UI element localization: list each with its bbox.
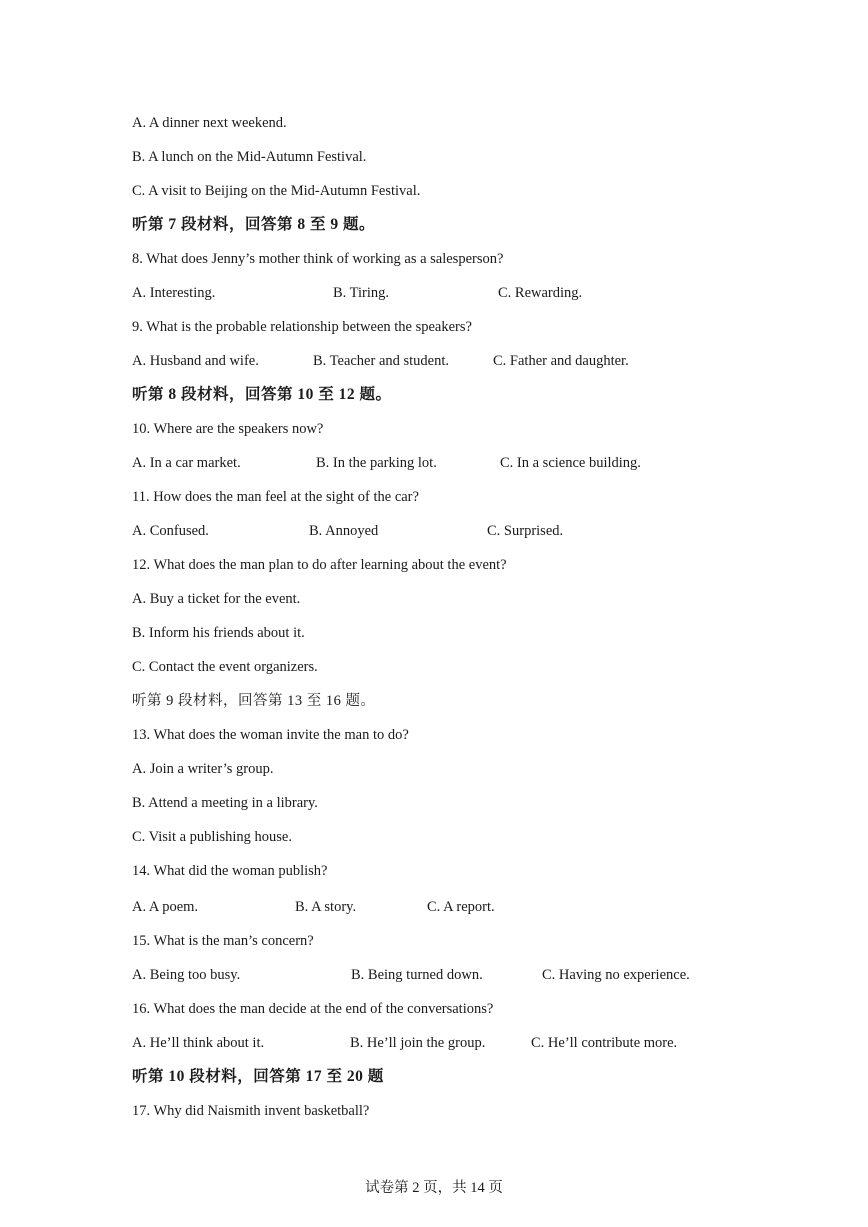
question-text: 10. Where are the speakers now?	[132, 421, 324, 437]
question-text: 16. What does the man decide at the end of the conversations?	[132, 1001, 494, 1017]
option-c: C. In a science building.	[500, 455, 641, 471]
option-c: C. He’ll contribute more.	[531, 1035, 678, 1051]
option-b: B. Tiring.	[333, 285, 390, 301]
question-text: 11. How does the man feel at the sight of the car?	[132, 489, 419, 505]
option-c: C. Surprised.	[487, 523, 564, 539]
option-c: C. Father and daughter.	[493, 353, 629, 369]
option-a: A. He’ll think about it.	[132, 1035, 265, 1051]
question-text: 12. What does the man plan to do after learning about the event?	[132, 557, 507, 573]
option-b: B. A story.	[295, 899, 357, 915]
question-text: 13. What does the woman invite the man to do?	[132, 727, 409, 743]
option-b: B. In the parking lot.	[316, 455, 437, 471]
option-c: C. A report.	[427, 899, 495, 915]
option-a: A. Confused.	[132, 523, 209, 539]
option-c: C. Rewarding.	[498, 285, 583, 301]
option-b: B. Teacher and student.	[313, 353, 450, 369]
option-c: C. Having no experience.	[542, 967, 690, 983]
option-b: B. Annoyed	[309, 523, 379, 539]
option-b: B. Being turned down.	[351, 967, 483, 983]
option-a: A. A poem.	[132, 899, 199, 915]
option-text: C. A visit to Beijing on the Mid-Autumn Festival.	[132, 183, 421, 199]
option-a: A. In a car market.	[132, 455, 241, 471]
page-footer: 试卷第 2 页，共 14 页	[365, 1180, 503, 1196]
option-text: A. Join a writer’s group.	[132, 761, 274, 777]
section-header: 听第 7 段材料，回答第 8 至 9 题。	[132, 216, 376, 233]
option-a: A. Interesting.	[132, 285, 216, 301]
option-text: B. A lunch on the Mid-Autumn Festival.	[132, 149, 367, 165]
section-header: 听第 10 段材料，回答第 17 至 20 题	[132, 1068, 384, 1085]
question-text: 17. Why did Naismith invent basketball?	[132, 1103, 370, 1119]
option-a: A. Husband and wife.	[132, 353, 259, 369]
question-text: 14. What did the woman publish?	[132, 863, 328, 879]
option-text: B. Attend a meeting in a library.	[132, 795, 318, 811]
question-text: 9. What is the probable relationship between the speakers?	[132, 319, 472, 335]
section-header: 听第 8 段材料，回答第 10 至 12 题。	[132, 386, 392, 403]
question-text: 8. What does Jenny’s mother think of working as a salesperson?	[132, 251, 504, 267]
option-text: A. Buy a ticket for the event.	[132, 591, 301, 607]
option-b: B. He’ll join the group.	[350, 1035, 486, 1051]
option-a: A. Being too busy.	[132, 967, 241, 983]
option-text: A. A dinner next weekend.	[132, 115, 287, 131]
option-text: C. Visit a publishing house.	[132, 829, 292, 845]
section-header: 听第 9 段材料，回答第 13 至 16 题。	[132, 693, 376, 709]
option-text: B. Inform his friends about it.	[132, 625, 305, 641]
question-text: 15. What is the man’s concern?	[132, 933, 314, 949]
option-text: C. Contact the event organizers.	[132, 659, 318, 675]
